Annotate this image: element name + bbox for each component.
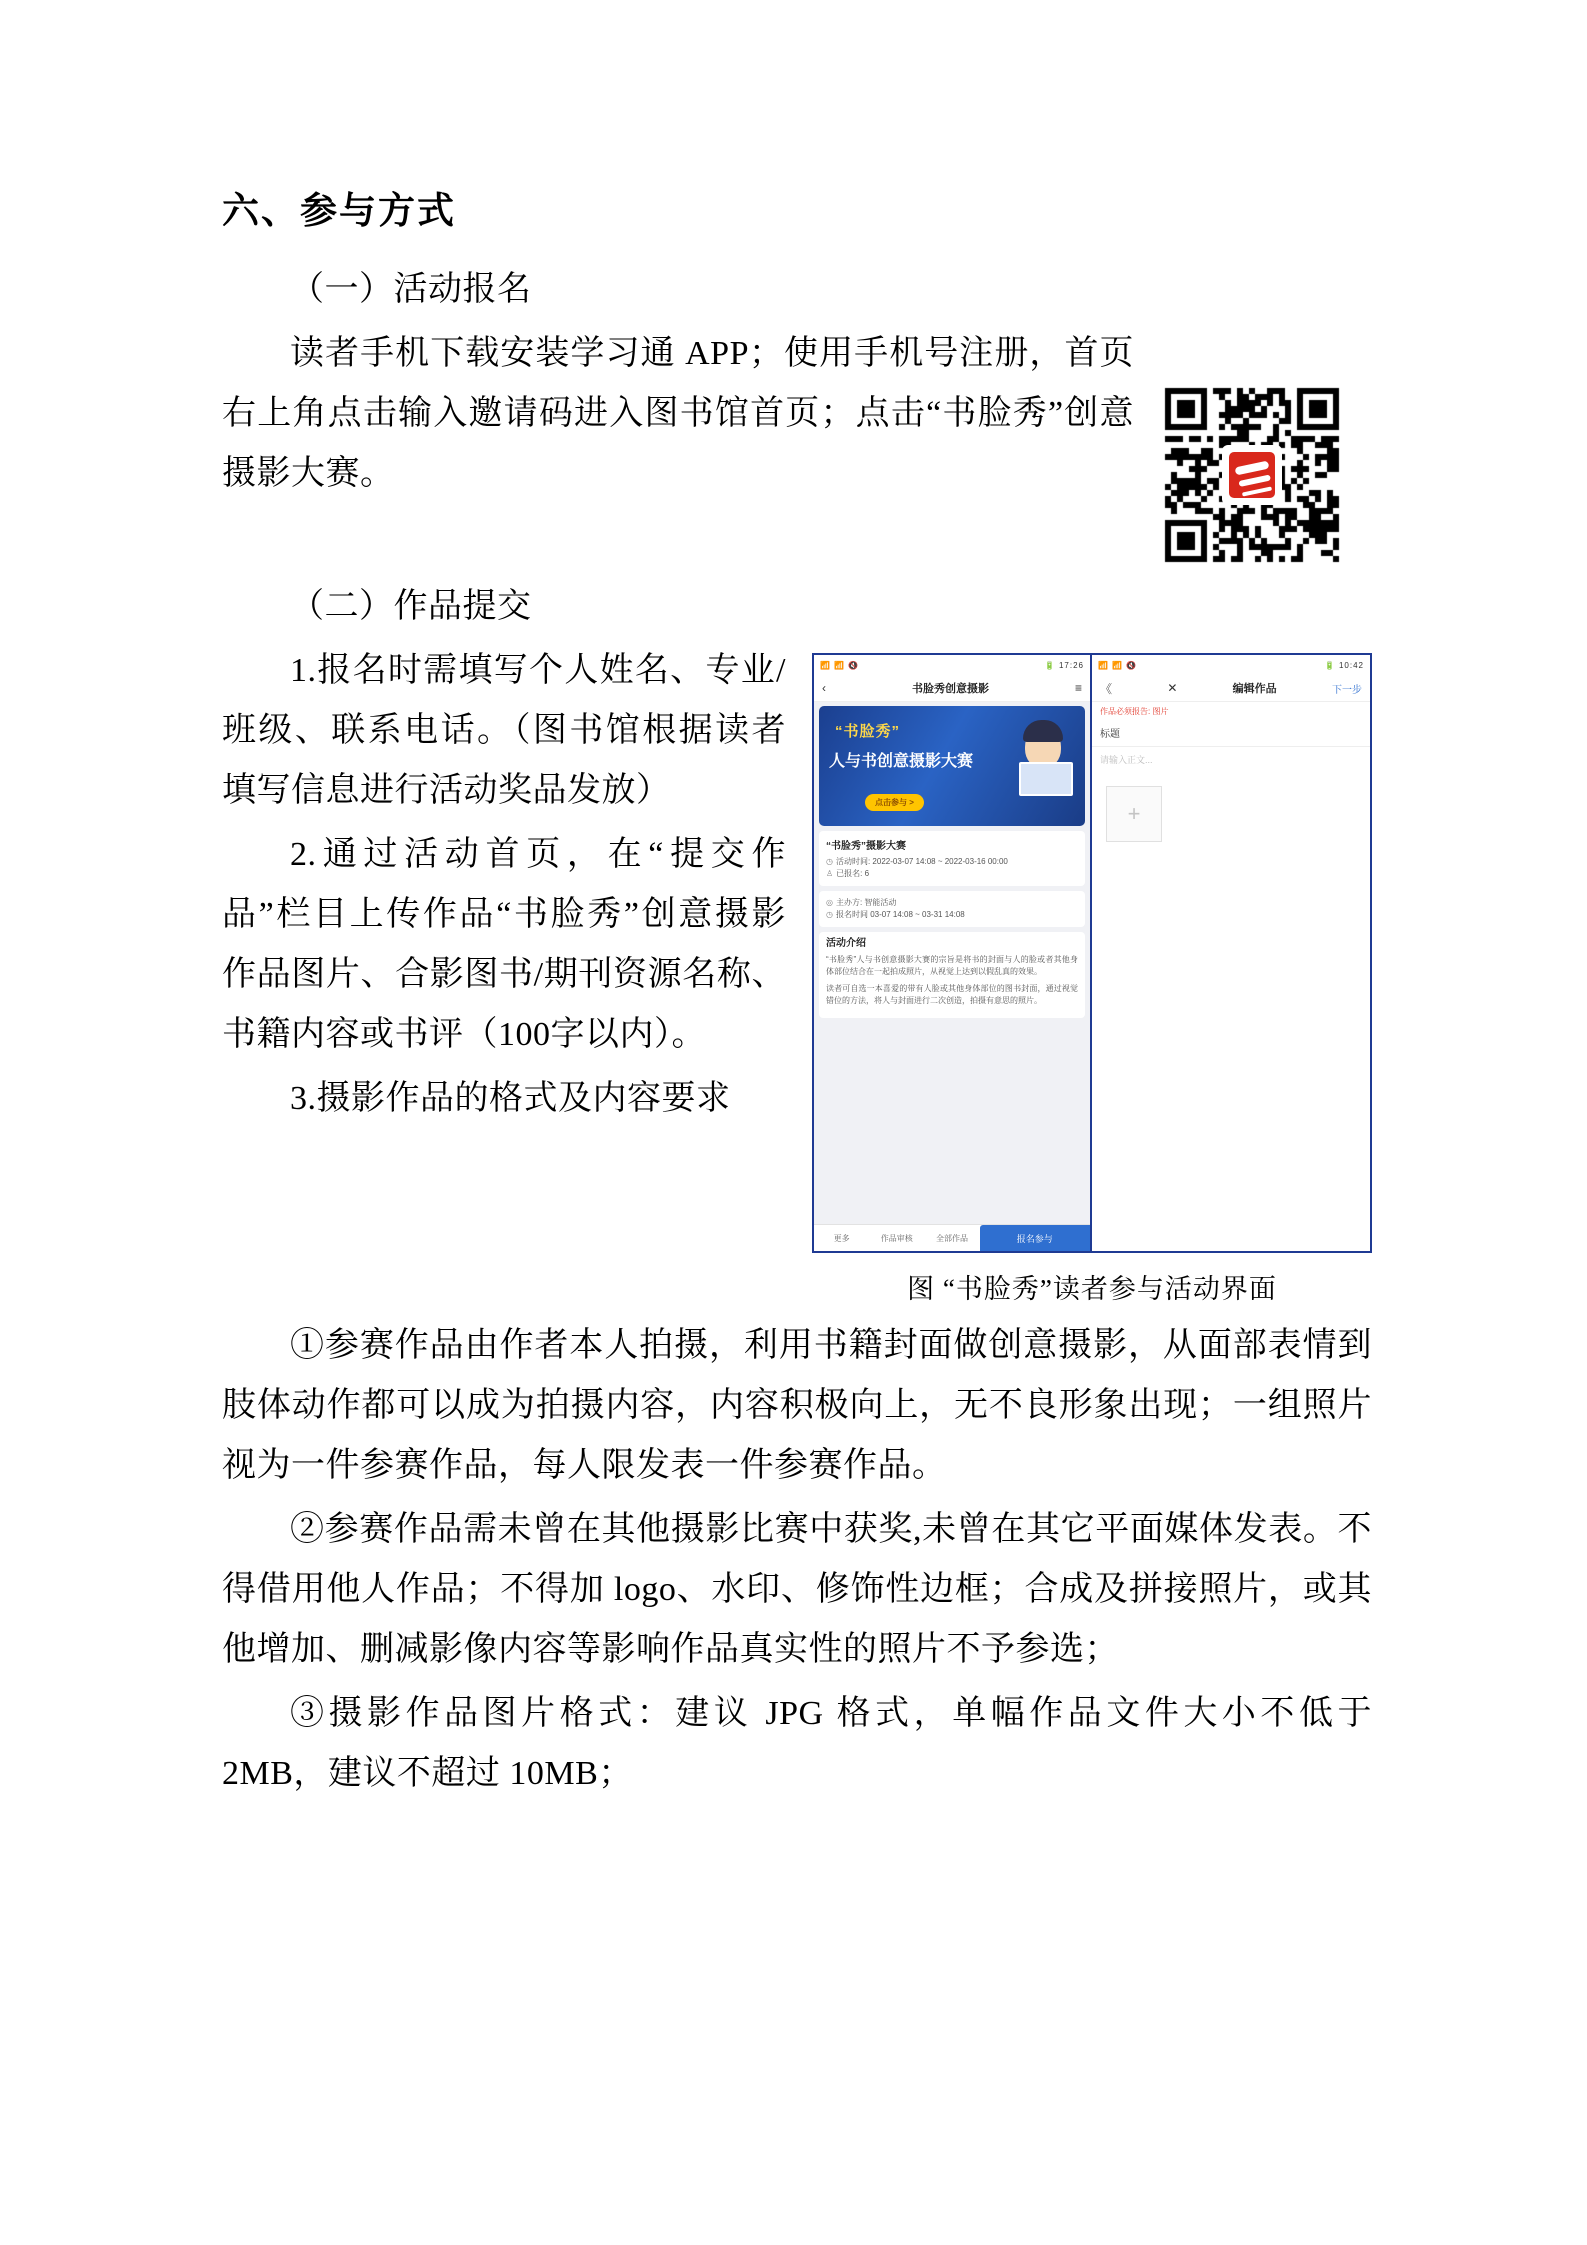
organizer-text: 主办方: 智能活动 <box>835 898 897 907</box>
qr-code-figure <box>1152 386 1362 571</box>
clock-icon: ◷ <box>826 857 833 866</box>
paragraph-requirement-2: ②参赛作品需未曾在其他摄影比赛中获奖,未曾在其它平面媒体发表。不得借用他人作品；不得加 logo、水印、修饰性边框；合成及拼接照片，或其他增加、删减影像内容等影响作品真实性的照片不予参选； <box>222 1511 1372 1668</box>
nav-title-right: 编辑作品 <box>1232 683 1277 695</box>
phone-screenshots <box>812 653 1372 1253</box>
join-button[interactable]: 报名参与 <box>980 1225 1090 1251</box>
phone-activity-home <box>814 655 1092 1251</box>
figure-caption: 图 “书脸秀”读者参与活动界面 <box>907 1274 1277 1304</box>
app-screenshot-figure <box>812 653 1372 1306</box>
add-image-button[interactable]: + <box>1106 786 1162 842</box>
menu-icon[interactable]: ≡ <box>1074 681 1082 695</box>
activity-time-row <box>826 856 1078 868</box>
activity-description-title: 活动介绍 <box>826 938 866 949</box>
body-input[interactable]: 请输入正文... <box>1100 755 1153 765</box>
activity-title: “书脸秀”摄影大赛 <box>826 841 906 852</box>
activity-banner[interactable] <box>819 706 1085 826</box>
activity-description-section <box>819 932 1085 1018</box>
paragraph-item-3: 3.摄影作品的格式及内容要求 <box>290 1080 731 1117</box>
bottom-tab-bar <box>814 1224 1090 1251</box>
signup-time-text: 报名时间 03-07 14:08 ~ 03-31 14:08 <box>835 910 965 919</box>
paragraph-requirement-1: ①参赛作品由作者本人拍摄，利用书籍封面做创意摄影，从面部表情到肢体动作都可以成为拍摄内容，内容积极向上，无不良形象出现；一组照片视为一件参赛作品，每人限发表一件参赛作品。 <box>222 1327 1372 1484</box>
paragraph-requirement-3: ③摄影作品图片格式：建议 JPG 格式，单幅作品文件大小不低于 2MB，建议不超过 10MB； <box>222 1695 1372 1792</box>
nav-bar-left <box>814 675 1090 702</box>
status-bar-left <box>814 655 1090 675</box>
paragraph-item-1: 1.报名时需填写个人姓名、专业/班级、联系电话。（图书馆根据读者填写信息进行活动奖品发放） <box>222 652 786 809</box>
tab-review[interactable]: 作品审核 <box>880 1233 913 1243</box>
tab-all-works[interactable]: 全部作品 <box>936 1233 968 1243</box>
tab-more[interactable]: 更多 <box>833 1233 850 1243</box>
title-input[interactable]: 标题 <box>1092 719 1370 747</box>
qr-code <box>1152 386 1352 564</box>
paragraph-item-2: 2.通过活动首页，在“提交作品”栏目上传作品“书脸秀”创意摄影作品图片、合影图书/期刊资源名称、书籍内容或书评（100字以内）。 <box>222 836 786 1053</box>
flag-icon: ◎ <box>826 898 833 907</box>
person-icon: ♙ <box>826 869 834 878</box>
activity-info-card <box>819 831 1085 886</box>
sub-heading-activity-registration: （一）活动报名 <box>290 271 532 308</box>
organizer-card <box>819 891 1085 927</box>
required-note: 作品必须报告: 图片 <box>1100 707 1169 716</box>
page-title: 六、参与方式 <box>222 191 456 232</box>
status-bar-time: 🔋 17:26 <box>1044 660 1084 670</box>
status-bar-signal: 📶 📶 🔇 <box>820 660 860 670</box>
banner-title-secondary: 人与书创意摄影大赛 <box>829 753 974 770</box>
status-bar-signal-right: 📶 📶 🔇 <box>1098 660 1138 670</box>
organizer-row <box>826 897 1078 909</box>
close-icon[interactable]: ✕ <box>1167 681 1178 695</box>
qr-logo-icon <box>1222 445 1282 505</box>
phone-edit-work <box>1092 655 1370 1251</box>
back-icon[interactable]: ‹ <box>822 681 826 695</box>
back-icon-right[interactable]: 《 <box>1100 681 1113 696</box>
paragraph-registration: 读者手机下载安装学习通 APP；使用手机号注册，首页右上角点击输入邀请码进入图书馆首页；点击“书脸秀”创意摄影大赛。 <box>222 335 1134 492</box>
banner-join-button[interactable]: 点击参与 > <box>865 794 924 811</box>
nav-title: 书脸秀创意摄影 <box>911 683 989 695</box>
banner-title-primary: “书脸秀” <box>835 723 901 740</box>
activity-time-text: 活动时间: 2022-03-07 14:08 ~ 2022-03-16 00:00 <box>835 857 1008 866</box>
activity-signup-count-row <box>826 868 1078 880</box>
status-bar-time-right: 🔋 10:42 <box>1324 660 1364 670</box>
nav-bar-right <box>1092 675 1370 702</box>
status-bar-right <box>1092 655 1370 675</box>
banner-illustration <box>1017 718 1073 798</box>
signup-time-row <box>826 909 1078 921</box>
next-step-button[interactable]: 下一步 <box>1331 684 1362 696</box>
activity-description-p1: “书脸秀”人与书创意摄影大赛的宗旨是将书的封面与人的脸或者其他身体部位结合在一起拍成照片，从视觉上达到以假乱真的效果。 <box>826 955 1078 976</box>
sub-heading-work-submission: （二）作品提交 <box>290 588 532 625</box>
calendar-icon: ◷ <box>826 910 833 919</box>
activity-description-p2: 读者可自选一本喜爱的带有人脸或其他身体部位的图书封面，通过视觉错位的方法，将人与封面进行二次创造，拍摄有意思的照片。 <box>826 984 1078 1005</box>
document-content <box>222 180 1372 1808</box>
activity-signup-count-text: 已报名: 6 <box>836 869 870 878</box>
